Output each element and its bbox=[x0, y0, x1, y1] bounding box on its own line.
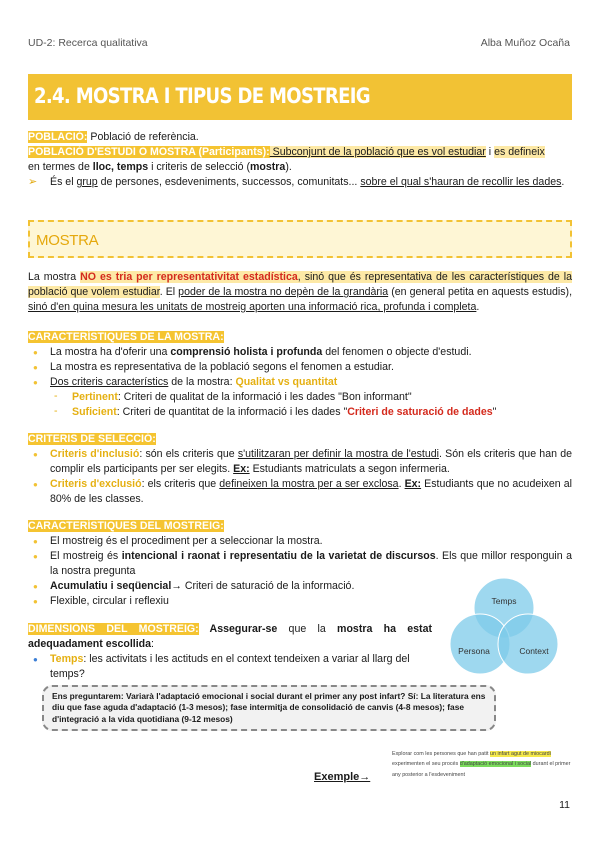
venn-circle-context bbox=[498, 614, 558, 674]
list-item: ● Dos criteris característics de la mostra: Qualitat vs quantitat bbox=[28, 375, 572, 390]
estudi-text-2: i bbox=[485, 146, 495, 159]
mostra-paragraph bbox=[28, 270, 572, 315]
venn-label-persona: Persona bbox=[458, 646, 490, 656]
estudi-text-1: Subconjunt de la població que es vol estudiar bbox=[269, 146, 486, 159]
list-item: ● Criteris d'inclusió: són els criteris que s'utilitzaran per definir la mostra de l'estudi. Són els criteris que han de complir els participants per ser elegits. Ex: Estudiants matriculats a segon infermeria. bbox=[28, 447, 572, 477]
estudi-text-8: ). bbox=[285, 161, 292, 174]
question-box: Ens preguntarem: Variarà l'adaptació emocional i social durant el primer any post infart? Sí: La literatura ens diu que fase aguda d'adaptació (1-3 mesos); fase intermitja de consolidació de canvis (4-8 mesos); fase d'integració a la vida quotidiana (9-12 mesos) bbox=[42, 685, 496, 731]
mostra-p4: . El bbox=[159, 286, 179, 299]
suficient-item: - Suficient: Criteri de quantitat de la informació i les dades "Criteri de saturació de dades" bbox=[54, 405, 497, 419]
dimensions-intro: DIMENSIONS DEL MOSTREIG: Assegurar-se que la mostra ha estat adequadament escollida: bbox=[28, 623, 432, 651]
mostra-box-title: MOSTRA bbox=[36, 232, 99, 249]
list-item: ● El mostreig és intencional i raonat i representatiu de la varietat de discursos. Els que millor responguin a la nostra pregunta bbox=[28, 549, 572, 579]
estudi-text-3: es defineix bbox=[494, 146, 545, 159]
estudi-label: POBLACIÓ D'ESTUDI O MOSTRA (Participants): bbox=[28, 146, 270, 159]
venn-label-temps: Temps bbox=[491, 596, 517, 606]
list-item: ● Criteris d'exclusió: els criteris que defineixen la mostra per a ser exclosa. Ex: Estudiants que no acudeixen al 80% de les classes. bbox=[28, 477, 572, 507]
definitions-block bbox=[28, 130, 572, 191]
header-author: Alba Muñoz Ocaña bbox=[480, 37, 570, 49]
mostra-p5: poder de la mostra no depèn de la grandària bbox=[178, 286, 389, 299]
criteris-section bbox=[28, 432, 572, 507]
mostra-p8: . bbox=[476, 301, 480, 314]
mostra-p1: La mostra bbox=[28, 271, 81, 283]
grup-bullet bbox=[28, 175, 572, 191]
example-note: Explorar com les persones que han patit un infart agut de miocardi experimenten el seu procés d'adaptació emocional i social durant el primer any posterior a l'esdeveniment bbox=[392, 751, 571, 778]
list-item: ● Flexible, circular i reflexiu bbox=[28, 594, 572, 609]
grup-bullet-text: És el grup de persones, esdeveniments, successos, comunitats... sobre el qual s'hauran de recollir les dades. bbox=[50, 176, 565, 189]
poblacio-line bbox=[28, 130, 572, 145]
mostra-p2: NO es tria per representativitat estadística bbox=[80, 271, 298, 283]
dimensions-heading: DIMENSIONS DEL MOSTREIG: bbox=[28, 623, 199, 635]
venn-label-context: Context bbox=[519, 646, 549, 656]
list-item: ● La mostra ha d'oferir una comprensió holista i profunda del fenomen o objecte d'estudi. bbox=[28, 345, 572, 360]
pertinent-item: - Pertinent: Criteri de qualitat de la informació i les dades "Bon informant" bbox=[54, 390, 412, 404]
poblacio-text: Població de referència. bbox=[87, 131, 199, 143]
title-banner bbox=[28, 74, 572, 120]
estudi-text-7: mostra bbox=[249, 161, 286, 174]
arrow-bullet-icon: ➢ bbox=[28, 176, 38, 189]
caracteristiques-mostreig-heading: CARACTERÍSTIQUES DEL MOSTREIG: bbox=[28, 520, 224, 532]
estudi-text-4: en termes de bbox=[28, 161, 93, 174]
list-item: ● Acumulatiu i seqüencial→ Criteri de saturació de la informació. bbox=[28, 579, 572, 594]
header-course: UD-2: Recerca qualitativa bbox=[28, 37, 148, 49]
caracteristiques-mostra-heading: CARACTERÍSTIQUES DE LA MOSTRA: bbox=[28, 331, 224, 343]
mostra-p6: (en general petita en aquests estudis), bbox=[388, 286, 573, 299]
dimensions-section bbox=[28, 622, 432, 682]
example-label: Exemple→ bbox=[314, 771, 371, 783]
venn-diagram bbox=[446, 574, 566, 679]
poblacio-label: POBLACIÓ: bbox=[28, 131, 88, 143]
estudi-line-2 bbox=[28, 160, 572, 175]
estudi-text-6: i criteris de selecció ( bbox=[148, 161, 250, 174]
list-item: ● La mostra es representativa de la població segons el fenomen a estudiar. bbox=[28, 360, 572, 375]
temps-item: ● Temps: les activitats i les actituds en el context tendeixen a variar al llarg del temps? bbox=[28, 652, 432, 682]
estudi-text-5: lloc, temps bbox=[92, 161, 149, 174]
mostra-p7: sinó d'en quina mesura les unitats de mostreig aporten una informació rica, profunda i completa bbox=[28, 301, 477, 314]
mostra-box bbox=[28, 220, 572, 258]
caracteristiques-mostra-section bbox=[28, 330, 572, 420]
list-item: ● El mostreig és el procediment per a seleccionar la mostra. bbox=[28, 534, 572, 549]
mostra-p3: , sinó que és representativa de les característiques de la població que volem estudiar bbox=[28, 271, 573, 299]
page-number: 11 bbox=[559, 799, 570, 811]
page-title: 2.4. MOSTRA I TIPUS DE MOSTREIG bbox=[34, 84, 370, 108]
criteris-heading: CRITERIS DE SELECCIÓ: bbox=[28, 433, 156, 445]
estudi-line bbox=[28, 145, 572, 160]
